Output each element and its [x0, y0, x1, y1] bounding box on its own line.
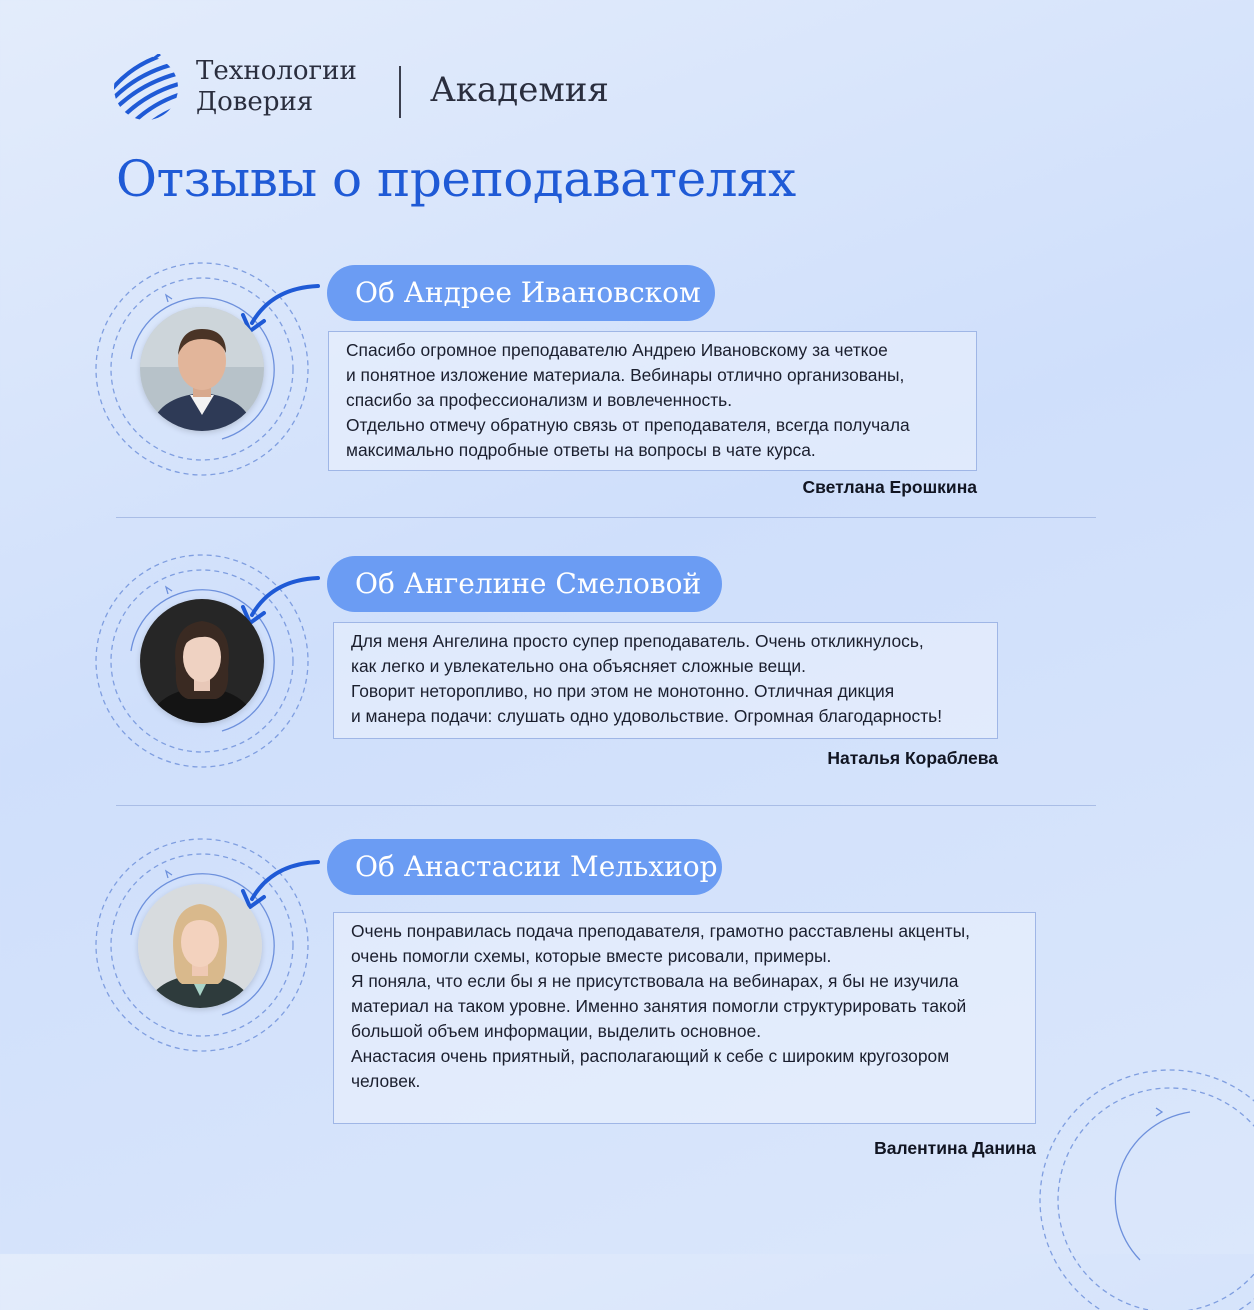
review-line: Очень понравилась подача преподавателя, грамотно расставлены акценты, [351, 921, 970, 941]
review-line: материал на таком уровне. Именно занятия помогли структурировать такой [351, 996, 967, 1016]
striped-globe-logo-icon [112, 54, 180, 122]
review-text-box [333, 622, 998, 739]
teacher-heading-pill: Об Ангелине Смеловой [327, 556, 722, 612]
review-line: большой объем информации, выделить основное. [351, 1021, 762, 1041]
page-title: Отзывы о преподавателях [116, 150, 796, 208]
teacher-heading-pill: Об Андрее Ивановском [327, 265, 715, 321]
section-divider [116, 517, 1096, 518]
review-author: Наталья Кораблева [827, 748, 998, 768]
teacher-heading-pill: Об Анастасии Мельхиор [327, 839, 722, 895]
review-line: Спасибо огромное преподавателю Андрею Ивановскому за четкое [346, 340, 888, 360]
review-line: Для меня Ангелина просто супер преподаватель. Очень откликнулось, [351, 631, 924, 651]
review-line: человек. [351, 1071, 421, 1091]
review-line: спасибо за профессионализм и вовлеченность. [346, 390, 733, 410]
review-line: Анастасия очень приятный, располагающий к себе с широким кругозором [351, 1046, 950, 1066]
review-line: как легко и увлекательно она объясняет сложные вещи. [351, 656, 806, 676]
review-line: Говорит неторопливо, но при этом не монотонно. Отличная дикция [351, 681, 895, 701]
brand-name [196, 56, 357, 118]
review-text-box [328, 331, 977, 471]
review-author: Валентина Данина [874, 1138, 1036, 1158]
review-line: и понятное изложение материала. Вебинары отлично организованы, [346, 365, 905, 385]
brand-line-1: Технологии [196, 56, 357, 86]
review-text-box [333, 912, 1036, 1124]
corner-orbit-decoration-icon [1030, 1050, 1254, 1310]
section-divider [116, 805, 1096, 806]
review-author: Светлана Ерошкина [802, 477, 977, 497]
review-line: Отдельно отмечу обратную связь от преподавателя, всегда получала [346, 415, 910, 435]
review-line: очень помогли схемы, которые вместе рисовали, примеры. [351, 946, 832, 966]
brand-line-2: Доверия [196, 87, 314, 117]
brand-logo [112, 52, 672, 132]
teacher-photo-woman-dark-hair [140, 599, 264, 723]
logo-divider [399, 66, 401, 118]
review-line: максимально подробные ответы на вопросы в чате курса. [346, 440, 816, 460]
review-line: Я поняла, что если бы я не присутствовала на вебинарах, я бы не изучила [351, 971, 959, 991]
review-line: и манера подачи: слушать одно удовольствие. Огромная благодарность! [351, 706, 943, 726]
teacher-photo-man [140, 307, 264, 431]
teacher-photo-woman-blonde [138, 884, 262, 1008]
academy-label: Академия [430, 70, 609, 110]
